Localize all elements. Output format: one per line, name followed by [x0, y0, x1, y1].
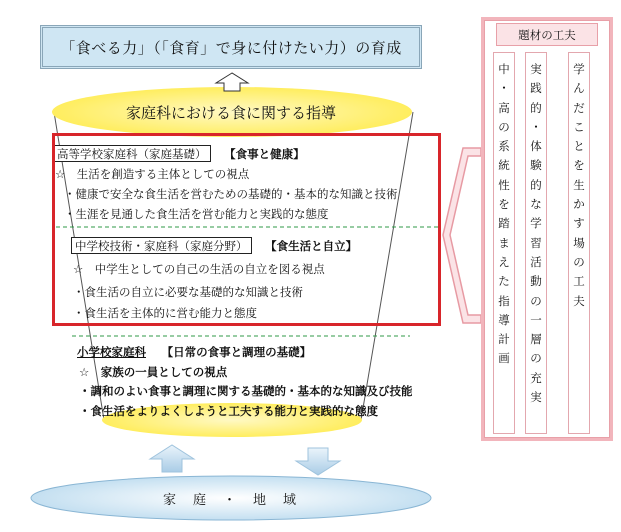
side-column-char: 場	[573, 235, 585, 250]
side-column-char: 指	[498, 293, 510, 308]
highlight-frame	[52, 133, 441, 326]
side-column-char: 導	[498, 312, 510, 327]
side-column-char: 験	[530, 158, 542, 173]
side-column-char: 計	[498, 332, 510, 347]
side-column-char: 的	[530, 177, 542, 192]
home-economics-label: 家庭科における食に関する指導	[125, 103, 336, 122]
side-column-char: 系	[498, 139, 510, 154]
side-column-char: す	[573, 216, 585, 231]
junior-high-point-2: ・食生活を主体的に営む能力と態度	[73, 306, 257, 320]
side-column-char: の	[530, 351, 542, 366]
high-school-point-2: ・生涯を見通した食生活を営む能力と実践的な態度	[64, 207, 329, 221]
side-column-char: 統	[498, 158, 510, 173]
side-column-char: 生	[573, 177, 585, 192]
elementary-theme: 【日常の食事と調理の基礎】	[161, 345, 312, 359]
side-column-char: 実	[530, 62, 542, 76]
side-column-char: 踏	[498, 216, 510, 231]
side-column-char: 画	[498, 351, 510, 366]
side-column-char: 高	[498, 100, 510, 115]
side-column-char: 実	[530, 390, 542, 405]
high-school-header: 高等学校家庭科（家庭基礎）	[53, 145, 211, 162]
side-column-char: 習	[530, 235, 542, 250]
side-column-char: だ	[573, 100, 585, 115]
side-column-char: か	[573, 197, 585, 212]
elementary-viewpoint: ☆ 家族の一員としての視点	[79, 365, 228, 379]
side-column-2	[525, 52, 547, 434]
page-title: 「食べる力」（「食育」で身に付けたい力）の育成	[40, 25, 422, 69]
side-column-char: 体	[530, 139, 542, 154]
arrow-down-icon	[296, 448, 340, 475]
side-column-char: 一	[530, 312, 542, 327]
side-column-char: ま	[498, 235, 510, 250]
side-column-char: の	[530, 293, 542, 308]
side-column-char: え	[498, 254, 510, 269]
side-column-char: ん	[573, 81, 585, 96]
side-column-char: 中	[498, 62, 510, 76]
side-column-char: 層	[530, 332, 542, 347]
side-column-char: ・	[530, 119, 542, 134]
arrow-up-icon	[150, 445, 194, 472]
side-column-char: 践	[530, 81, 542, 96]
high-school-point-1: ・健康で安全な食生活を営むための基礎的・基本的な知識と技術	[64, 187, 398, 201]
elementary-point-1: ・調和のよい食事と調理に関する基礎的・基本的な知識及び技能	[79, 384, 413, 398]
junior-high-theme: 【食生活と自立】	[265, 239, 358, 253]
junior-high-viewpoint: ☆ 中学生としての自己の生活の自立を図る視点	[73, 262, 325, 276]
side-column-1	[493, 52, 515, 434]
junior-high-point-1: ・食生活の自立に必要な基礎的な知識と技術	[73, 285, 303, 299]
side-column-char: を	[498, 197, 510, 212]
side-column-char: と	[573, 139, 585, 154]
side-column-char: な	[530, 197, 542, 212]
elementary-header: 小学校家庭科	[77, 345, 146, 359]
high-school-viewpoint: ☆ 生活を創造する主体としての視点	[55, 167, 250, 181]
side-column-char: 性	[498, 177, 510, 192]
side-column-char: 動	[530, 274, 542, 289]
side-column-char: 的	[530, 100, 542, 115]
elementary-point-2: ・食生活をよりよくしようと工夫する能力と実践的な態度	[79, 404, 378, 418]
side-column-char: た	[498, 274, 510, 289]
side-column-char: 学	[573, 62, 585, 76]
side-column-char: ・	[498, 81, 510, 96]
side-column-char: 工	[573, 274, 585, 289]
side-column-char: 充	[530, 370, 542, 385]
side-column-char: の	[573, 254, 585, 269]
elementary-block	[77, 345, 311, 359]
side-column-char: 夫	[573, 293, 585, 308]
side-column-char: の	[498, 119, 510, 134]
side-column-3	[568, 52, 590, 434]
high-school-theme: 【食事と健康】	[224, 147, 305, 161]
home-community-label: 家 庭 ・ 地 域	[162, 492, 298, 508]
side-column-char: こ	[573, 119, 585, 134]
junior-high-header: 中学校技術・家庭科（家庭分野）	[71, 237, 252, 254]
side-column-char: 学	[530, 216, 542, 231]
side-panel-title: 題材の工夫	[496, 23, 598, 46]
side-column-char: を	[573, 158, 585, 173]
side-bracket-arrow	[443, 148, 481, 323]
side-column-char: 活	[530, 254, 542, 269]
